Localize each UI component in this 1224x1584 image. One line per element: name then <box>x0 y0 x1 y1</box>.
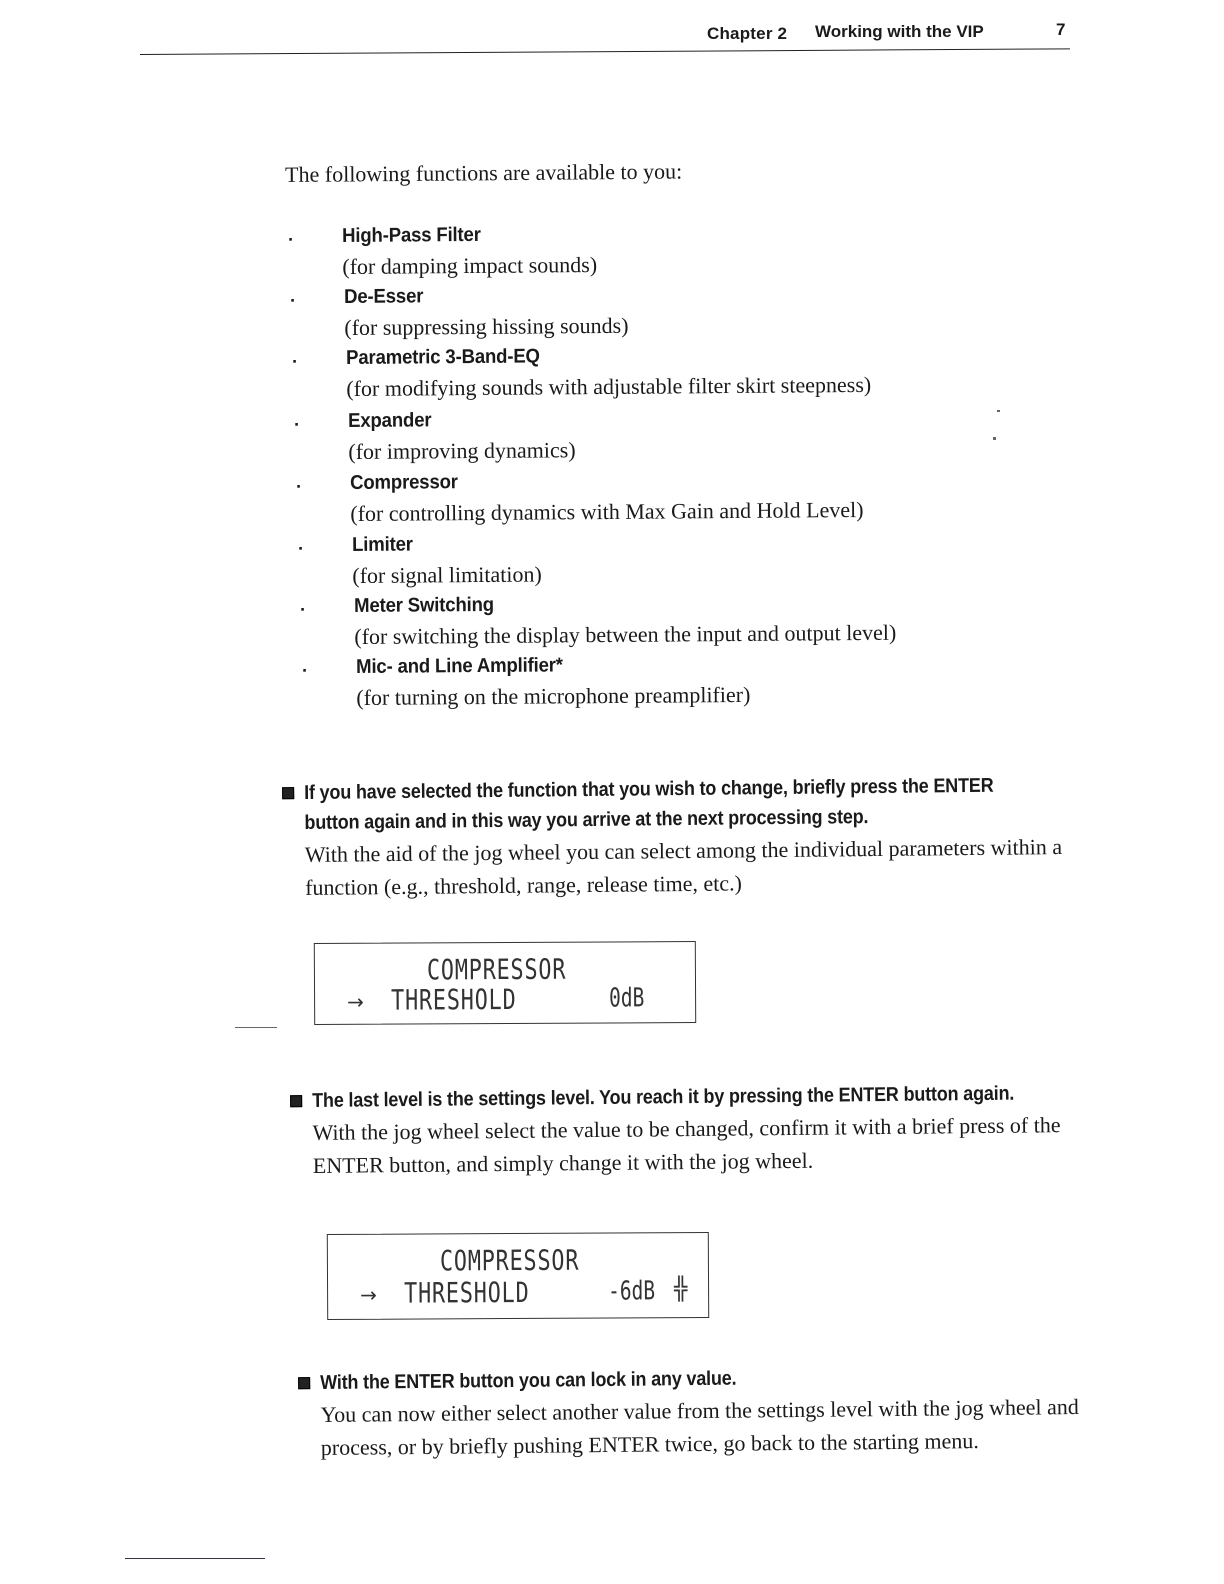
bullet-dot: · <box>288 229 295 250</box>
function-desc: (for signal limitation) <box>352 561 542 588</box>
function-desc: (for switching the display between the input and output level) <box>354 619 897 649</box>
step-body-line: ENTER button, and simply change it with the jog wheel. <box>312 1147 814 1178</box>
function-name: Meter Switching <box>354 593 495 617</box>
function-name: Expander <box>348 409 432 432</box>
header-chapter: Chapter 2 <box>707 24 788 43</box>
bullet-dot: · <box>298 538 305 559</box>
footnote-rule <box>125 1558 265 1559</box>
list-item <box>296 467 1050 527</box>
square-bullet-icon <box>282 787 294 799</box>
header-rule <box>140 48 1070 55</box>
bullet-dot: · <box>290 290 297 311</box>
lcd-display <box>327 1232 709 1320</box>
arrow-icon: → <box>360 1282 377 1307</box>
running-header <box>140 20 1070 64</box>
function-desc: (for turning on the microphone preamplifier) <box>356 681 751 710</box>
square-bullet-icon <box>298 1377 310 1389</box>
lcd-function-name: COMPRESSOR <box>426 952 567 987</box>
list-item <box>292 342 1046 402</box>
lcd-value: 0dB <box>609 983 645 1014</box>
step-body-line: process, or by briefly pushing ENTER twice, go back to the starting menu. <box>320 1428 979 1460</box>
function-name: De-Esser <box>344 285 424 308</box>
scan-mark <box>993 437 996 440</box>
step-body-line: With the aid of the jog wheel you can select among the individual parameters within a <box>304 834 1063 867</box>
step-bold-line: If you have selected the function that you wish to change, briefly press the ENTER <box>304 774 994 804</box>
function-name: Limiter <box>352 533 413 556</box>
bullet-dot: · <box>296 476 303 497</box>
lcd-function-name: COMPRESSOR <box>439 1243 580 1278</box>
function-desc: (for improving dynamics) <box>348 437 576 464</box>
square-bullet-icon <box>290 1095 302 1107</box>
instruction-step <box>320 1360 1121 1464</box>
function-name: Compressor <box>350 471 458 494</box>
bullet-dot: · <box>302 660 309 681</box>
list-item <box>298 529 1052 589</box>
list-item <box>302 651 1056 711</box>
edit-mark-icon: ╬ <box>674 1277 688 1303</box>
header-title: Working with the VIP <box>815 22 984 41</box>
arrow-icon: → <box>347 989 364 1014</box>
list-item <box>300 590 1054 650</box>
lcd-parameter: THRESHOLD <box>404 1275 530 1310</box>
function-name: Parametric 3-Band-EQ <box>346 345 540 369</box>
function-desc: (for suppressing hissing sounds) <box>344 312 629 340</box>
step-bold-line: The last level is the settings level. You reach it by pressing the ENTER button again. <box>312 1082 1015 1112</box>
bullet-dot: · <box>300 599 307 620</box>
page-number: 7 <box>1056 20 1066 39</box>
step-body-line: function (e.g., threshold, range, release time, etc.) <box>305 870 743 900</box>
step-body-line: With the jog wheel select the value to be changed, confirm it with a brief press of the <box>312 1112 1061 1145</box>
function-desc: (for controlling dynamics with Max Gain and Hold Level) <box>350 496 864 526</box>
function-name: Mic- and Line Amplifier* <box>356 654 563 678</box>
bullet-dot: · <box>294 414 301 435</box>
function-desc: (for modifying sounds with adjustable filter skirt steepness) <box>346 371 872 401</box>
function-desc: (for damping impact sounds) <box>342 251 598 279</box>
instruction-step <box>312 1078 1113 1182</box>
intro-text: The following functions are available to you: <box>285 158 683 187</box>
instruction-step <box>304 770 1105 904</box>
bullet-dot: · <box>292 351 299 372</box>
lcd-value: -6dB <box>608 1276 656 1307</box>
step-bold-line: With the ENTER button you can lock in any value. <box>320 1367 737 1394</box>
step-body-line: You can now either select another value from the settings level with the jog wheel and <box>320 1394 1079 1427</box>
list-item <box>294 405 1048 465</box>
step-bold-line: button again and in this way you arrive at the next processing step. <box>304 806 869 834</box>
scan-mark <box>235 1027 277 1028</box>
lcd-parameter: THRESHOLD <box>391 982 517 1017</box>
scan-mark <box>997 410 1000 412</box>
function-name: High-Pass Filter <box>342 223 481 247</box>
lcd-display <box>314 941 696 1025</box>
list-item <box>288 220 1042 280</box>
list-item <box>290 281 1044 341</box>
